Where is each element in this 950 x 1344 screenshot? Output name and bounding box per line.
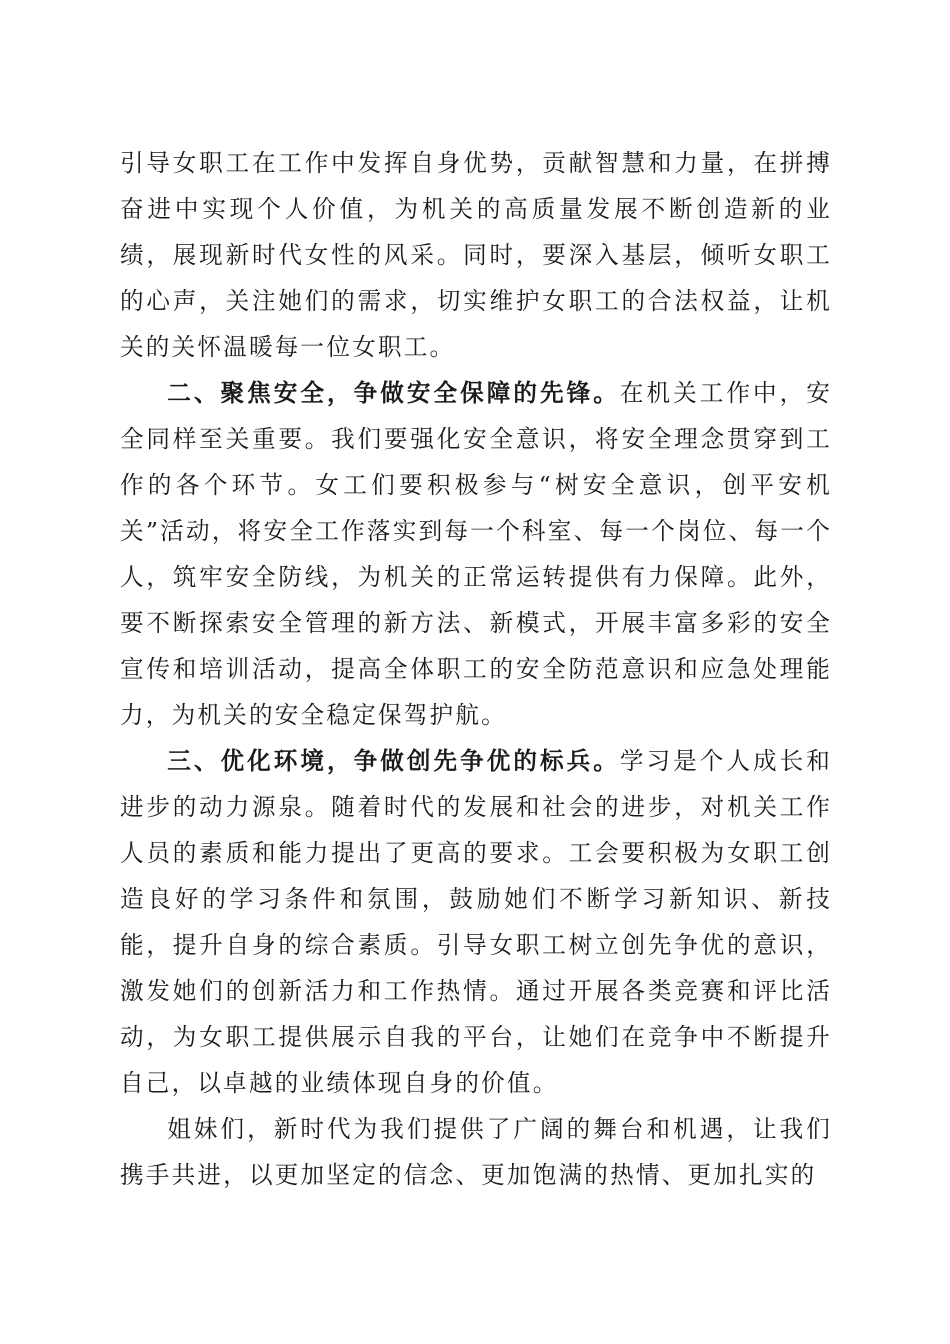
paragraph-body: 引导女职工在工作中发挥自身优势，贡献智慧和力量，在拼搏奋进中实现个人价值，为机关的高质量发展不断创造新的业绩，展现新时代女性的风采。同时，要深入基层，倾听女职工的心声，关注她们的需求，切实维护女职工的合法权益，让机关的关怀温暖每一位女职工。 bbox=[120, 149, 832, 361]
paragraph-body: 姐妹们，新时代为我们提供了广阔的舞台和机遇，让我们携手共进，以更加坚定的信念、更加饱满的热情、更加扎实的 bbox=[120, 1115, 832, 1189]
paragraph-section-environment bbox=[120, 738, 832, 1106]
paragraph-body: 在机关工作中，安全同样至关重要。我们要强化安全意识，将安全理念贯穿到工作的各个环节。女工们要积极参与“树安全意识，创平安机关”活动，将安全工作落实到每一个科室、每一个岗位、每一个人，筑牢安全防线，为机关的正常运转提供有力保障。此外，要不断探索安全管理的新方法、新模式，开展丰富多彩的安全宣传和培训活动，提高全体职工的安全防范意识和应急处理能力，为机关的安全稳定保驾护航。 bbox=[120, 379, 832, 729]
paragraph-continuation bbox=[120, 140, 832, 370]
document-page bbox=[120, 140, 832, 1198]
paragraph-section-safety bbox=[120, 370, 832, 738]
section-heading: 三、优化环境，争做创先争优的标兵。 bbox=[167, 747, 620, 775]
paragraph-body: 学习是个人成长和进步的动力源泉。随着时代的发展和社会的进步，对机关工作人员的素质和能力提出了更高的要求。工会要积极为女职工创造良好的学习条件和氛围，鼓励她们不断学习新知识、新技能，提升自身的综合素质。引导女职工树立创先争优的意识，激发她们的创新活力和工作热情。通过开展各类竞赛和评比活动，为女职工提供展示自我的平台，让她们在竞争中不断提升自己，以卓越的业绩体现自身的价值。 bbox=[120, 747, 832, 1097]
section-heading: 二、聚焦安全，争做安全保障的先锋。 bbox=[167, 379, 620, 407]
paragraph-closing bbox=[120, 1106, 832, 1198]
